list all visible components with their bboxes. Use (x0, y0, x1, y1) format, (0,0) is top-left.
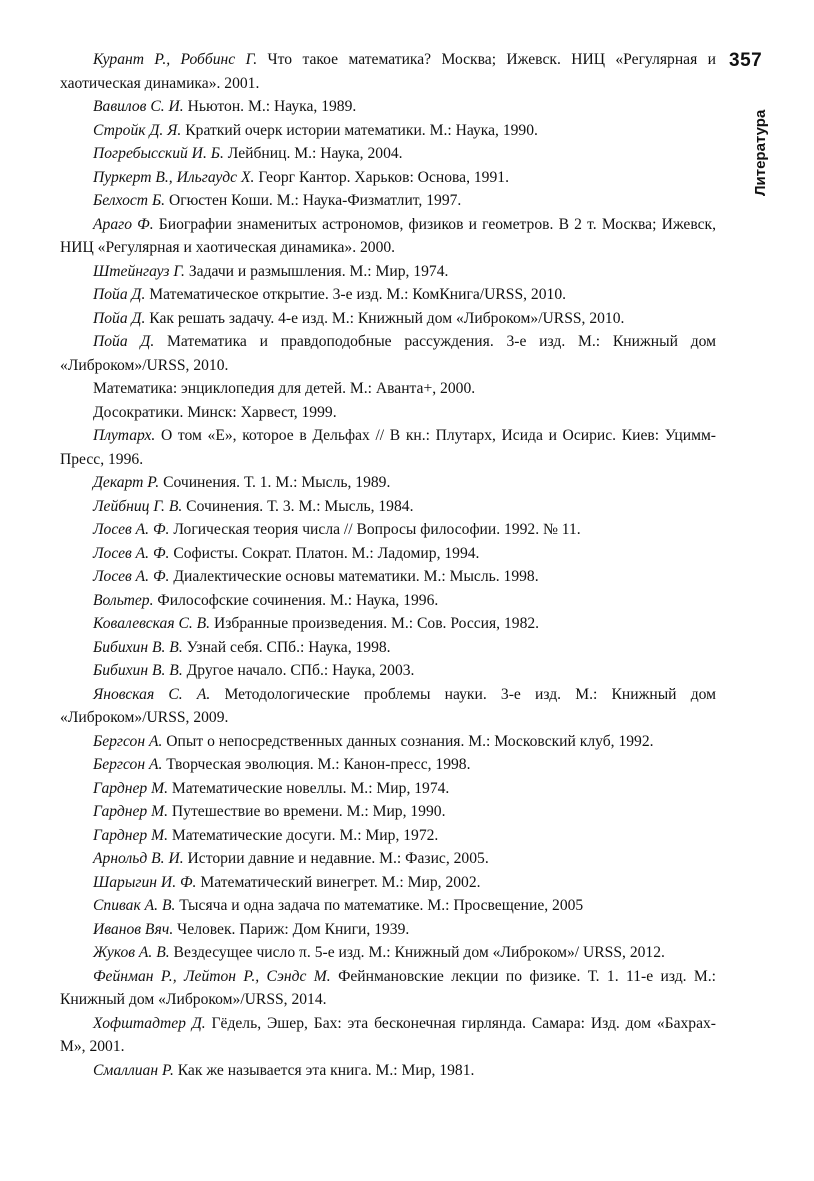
reference-text: Задачи и размышления. М.: Мир, 1974. (184, 262, 449, 280)
reference-text: Математическое открытие. 3-е изд. М.: КомКнига/URSS, 2010. (145, 286, 567, 303)
reference-entry (60, 777, 716, 801)
reference-author: Хофштадтер Д. (93, 1014, 206, 1032)
reference-entry (60, 659, 716, 683)
reference-author: Фейнман Р., Лейтон Р., Сэндс М. (93, 967, 331, 985)
reference-author: Курант Р., Роббинс Г. (93, 51, 258, 68)
reference-entry (60, 518, 716, 542)
reference-author: Иванов Вяч. (93, 920, 174, 938)
reference-entry (60, 330, 716, 377)
reference-text: О том «Е», которое в Дельфах // В кн.: Плутарх, Исида и Осирис. Киев: Уцимм-Пресс, 1996. (60, 427, 716, 468)
reference-author: Яновская С. А. (93, 685, 211, 703)
reference-text: Сочинения. Т. 1. М.: Мысль, 1989. (159, 474, 391, 491)
reference-text: Математические новеллы. М.: Мир, 1974. (168, 779, 450, 797)
reference-author: Плутарх. (93, 427, 156, 444)
reference-text: Математика и правдоподобные рассуждения. 3-е изд. М.: Книжный дом «Либроком»/URSS, 2010. (60, 333, 716, 374)
reference-text: Лейбниц. М.: Наука, 2004. (223, 145, 403, 162)
reference-entry (60, 871, 716, 895)
reference-entry (60, 1059, 716, 1083)
reference-text: Тысяча и одна задача по математике. М.: Просвещение, 2005 (175, 897, 584, 914)
reference-author: Лосев А. Ф. (93, 544, 170, 562)
reference-entry (60, 800, 716, 824)
reference-entry (60, 166, 716, 190)
reference-entry (60, 589, 716, 613)
reference-entry (60, 683, 716, 730)
reference-entry (60, 213, 716, 260)
reference-entry (60, 753, 716, 777)
reference-entry (60, 636, 716, 660)
reference-text: Огюстен Коши. М.: Наука-Физматлит, 1997. (165, 192, 462, 209)
reference-author: Белхост Б. (93, 192, 166, 209)
reference-entry (60, 565, 716, 589)
reference-entry (60, 377, 716, 401)
reference-author: Гарднер М. (93, 826, 168, 844)
reference-author: Бибихин В. В. (93, 638, 183, 656)
reference-text: Узнай себя. СПб.: Наука, 1998. (182, 638, 391, 656)
reference-entry (60, 424, 716, 471)
reference-author: Гарднер М. (93, 779, 168, 797)
reference-author: Шарыгин И. Ф. (93, 873, 197, 891)
reference-text: Биографии знаменитых астрономов, физиков и геометров. В 2 т. Москва; Ижевск, НИЦ «Регулярная и хаотическая динамика». 2000. (60, 215, 716, 256)
reference-entry (60, 48, 716, 95)
reference-author: Бибихин В. В. (93, 662, 183, 679)
reference-author: Декарт Р. (93, 474, 160, 491)
reference-text: Математический винегрет. М.: Мир, 2002. (196, 873, 481, 891)
reference-list (60, 48, 716, 1082)
reference-author: Вольтер. (93, 591, 154, 609)
reference-author: Бергсон А. (93, 732, 163, 750)
reference-entry (60, 260, 716, 284)
reference-text: Фейнмановские лекции по физике. Т. 1. 11-е изд. М.: Книжный дом «Либроком»/URSS, 2014. (60, 967, 716, 1008)
reference-entry (60, 542, 716, 566)
reference-author: Пойа Д. (93, 309, 146, 327)
reference-author: Вавилов С. И. (93, 98, 184, 115)
reference-text: Ньютон. М.: Наука, 1989. (183, 98, 357, 115)
reference-text: Математика: энциклопедия для детей. М.: Аванта+, 2000. (93, 380, 476, 397)
reference-text: Что такое математика? Москва; Ижевск. НИЦ «Регулярная и хаотическая динамика». 2001. (60, 51, 716, 92)
reference-text: Другое начало. СПб.: Наука, 2003. (182, 662, 415, 679)
reference-entry (60, 119, 716, 143)
reference-entry (60, 283, 716, 307)
reference-entry (60, 189, 716, 213)
reference-text: Сочинения. Т. 3. М.: Мысль, 1984. (182, 497, 414, 515)
reference-text: Краткий очерк истории математики. М.: Наука, 1990. (181, 121, 538, 139)
reference-author: Лосев А. Ф. (93, 568, 170, 585)
reference-text: Гёдель, Эшер, Бах: эта бесконечная гирлянда. Самара: Изд. дом «Бахрах-М», 2001. (60, 1014, 717, 1055)
reference-entry (60, 401, 716, 425)
reference-entry (60, 307, 716, 331)
reference-text: Избранные произведения. М.: Сов. Россия, 1982. (210, 615, 540, 632)
reference-text: Творческая эволюция. М.: Канон-пресс, 1998. (162, 756, 471, 773)
reference-author: Ковалевская С. В. (93, 615, 211, 632)
reference-text: Георг Кантор. Харьков: Основа, 1991. (254, 168, 509, 186)
reference-author: Жуков А. В. (93, 944, 170, 961)
reference-entry (60, 95, 716, 119)
reference-entry (60, 941, 716, 965)
reference-text: Диалектические основы математики. М.: Мысль. 1998. (169, 568, 539, 585)
reference-entry (60, 495, 716, 519)
reference-text: Математические досуги. М.: Мир, 1972. (168, 826, 439, 844)
reference-entry (60, 142, 716, 166)
reference-author: Пуркерт В., Ильгаудс Х. (93, 168, 255, 186)
reference-text: Методологические проблемы науки. 3-е изд. М.: Книжный дом «Либроком»/URSS, 2009. (60, 685, 716, 726)
reference-entry (60, 918, 716, 942)
reference-text: Путешествие во времени. М.: Мир, 1990. (168, 803, 446, 820)
reference-author: Араго Ф. (93, 215, 154, 233)
running-head: Литература (752, 109, 769, 196)
reference-author: Гарднер М. (93, 803, 168, 820)
reference-entry (60, 612, 716, 636)
reference-text: Истории давние и недавние. М.: Фазис, 2005. (183, 850, 489, 867)
reference-author: Пойа Д. (93, 333, 155, 350)
reference-entry (60, 730, 716, 754)
reference-text: Досократики. Минск: Харвест, 1999. (93, 403, 337, 421)
reference-text: Софисты. Сократ. Платон. М.: Ладомир, 1994. (169, 544, 480, 562)
reference-entry (60, 847, 716, 871)
reference-author: Лейбниц Г. В. (93, 497, 183, 515)
reference-author: Бергсон А. (93, 756, 163, 773)
reference-text: Человек. Париж: Дом Книги, 1939. (173, 920, 410, 938)
reference-author: Лосев А. Ф. (93, 521, 170, 538)
reference-text: Философские сочинения. М.: Наука, 1996. (153, 591, 439, 609)
reference-author: Пойа Д. (93, 286, 146, 303)
reference-entry (60, 894, 716, 918)
reference-author: Штейнгауз Г. (93, 262, 185, 280)
reference-text: Логическая теория числа // Вопросы философии. 1992. № 11. (169, 521, 581, 538)
reference-text: Опыт о непосредственных данных сознания. М.: Московский клуб, 1992. (162, 732, 654, 750)
reference-author: Погребысский И. Б. (93, 145, 224, 162)
reference-entry (60, 1012, 716, 1059)
reference-entry (60, 824, 716, 848)
reference-author: Смаллиан Р. (93, 1061, 174, 1079)
reference-author: Спивак А. В. (93, 897, 176, 914)
reference-author: Арнольд В. И. (93, 850, 184, 867)
reference-text: Как решать задачу. 4-е изд. М.: Книжный дом «Либроком»/URSS, 2010. (145, 309, 625, 327)
page-number: 357 (729, 50, 763, 71)
reference-entry (60, 471, 716, 495)
reference-text: Вездесущее число π. 5-е изд. М.: Книжный дом «Либроком»/ URSS, 2012. (169, 944, 665, 961)
reference-author: Стройк Д. Я. (93, 121, 182, 139)
reference-entry (60, 965, 716, 1012)
reference-text: Как же называется эта книга. М.: Мир, 1981. (173, 1061, 475, 1079)
